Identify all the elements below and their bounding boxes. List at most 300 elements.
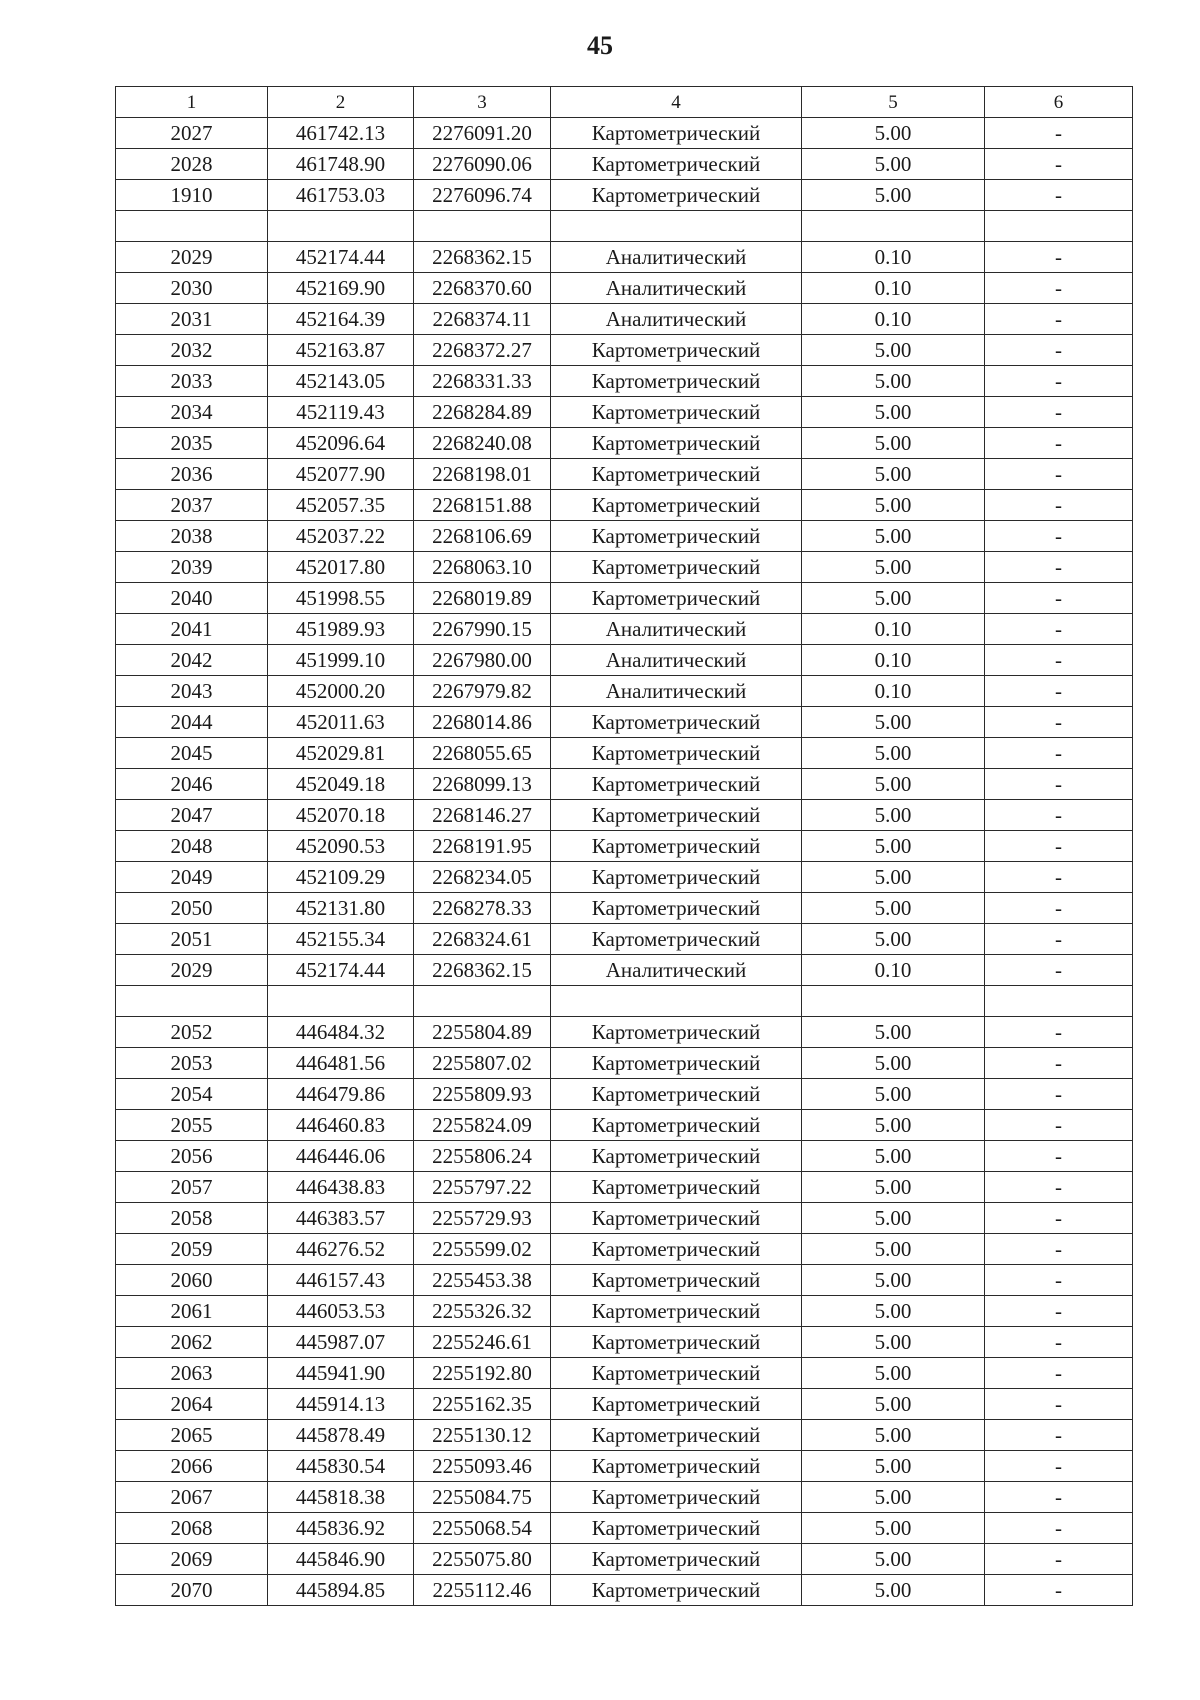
y-coordinate-cell: 2268278.33 <box>414 893 551 924</box>
y-coordinate-cell: 2255453.38 <box>414 1265 551 1296</box>
table-row <box>116 242 1133 273</box>
column-header: 1 <box>116 87 268 118</box>
x-coordinate-cell: 446479.86 <box>268 1079 414 1110</box>
method-cell: Картометрический <box>551 769 802 800</box>
x-coordinate-cell: 451998.55 <box>268 583 414 614</box>
table-row <box>116 707 1133 738</box>
y-coordinate-cell: 2268063.10 <box>414 552 551 583</box>
point-number-cell <box>116 986 268 1017</box>
method-cell: Картометрический <box>551 1327 802 1358</box>
point-number-cell: 2033 <box>116 366 268 397</box>
x-coordinate-cell: 445878.49 <box>268 1420 414 1451</box>
y-coordinate-cell: 2255075.80 <box>414 1544 551 1575</box>
y-coordinate-cell: 2268014.86 <box>414 707 551 738</box>
point-number-cell: 2047 <box>116 800 268 831</box>
y-coordinate-cell: 2255804.89 <box>414 1017 551 1048</box>
x-coordinate-cell: 452011.63 <box>268 707 414 738</box>
table-row <box>116 862 1133 893</box>
x-coordinate-cell: 445987.07 <box>268 1327 414 1358</box>
x-coordinate-cell: 452155.34 <box>268 924 414 955</box>
x-coordinate-cell: 446053.53 <box>268 1296 414 1327</box>
point-number-cell: 2039 <box>116 552 268 583</box>
x-coordinate-cell: 452174.44 <box>268 242 414 273</box>
x-coordinate-cell: 452096.64 <box>268 428 414 459</box>
x-coordinate-cell: 452017.80 <box>268 552 414 583</box>
x-coordinate-cell: 452164.39 <box>268 304 414 335</box>
method-cell: Картометрический <box>551 1575 802 1606</box>
method-cell: Картометрический <box>551 552 802 583</box>
x-coordinate-cell: 445894.85 <box>268 1575 414 1606</box>
note-cell: - <box>985 1327 1133 1358</box>
x-coordinate-cell: 452131.80 <box>268 893 414 924</box>
method-cell: Картометрический <box>551 831 802 862</box>
method-cell: Картометрический <box>551 583 802 614</box>
note-cell: - <box>985 1234 1133 1265</box>
accuracy-cell: 5.00 <box>802 1110 985 1141</box>
note-cell: - <box>985 1110 1133 1141</box>
note-cell: - <box>985 490 1133 521</box>
note-cell: - <box>985 1389 1133 1420</box>
point-number-cell: 2053 <box>116 1048 268 1079</box>
table-row <box>116 1203 1133 1234</box>
method-cell: Картометрический <box>551 1141 802 1172</box>
note-cell: - <box>985 1048 1133 1079</box>
note-cell: - <box>985 1079 1133 1110</box>
point-number-cell: 2037 <box>116 490 268 521</box>
accuracy-cell: 5.00 <box>802 521 985 552</box>
table-row <box>116 1172 1133 1203</box>
point-number-cell: 2032 <box>116 335 268 366</box>
y-coordinate-cell: 2268234.05 <box>414 862 551 893</box>
point-number-cell: 2045 <box>116 738 268 769</box>
point-number-cell: 2042 <box>116 645 268 676</box>
table-separator-row <box>116 986 1133 1017</box>
table-row <box>116 397 1133 428</box>
y-coordinate-cell: 2268331.33 <box>414 366 551 397</box>
method-cell: Картометрический <box>551 335 802 366</box>
x-coordinate-cell: 452090.53 <box>268 831 414 862</box>
column-header: 6 <box>985 87 1133 118</box>
table-row <box>116 1358 1133 1389</box>
table-row <box>116 149 1133 180</box>
x-coordinate-cell: 461753.03 <box>268 180 414 211</box>
point-number-cell: 2070 <box>116 1575 268 1606</box>
table-row <box>116 335 1133 366</box>
point-number-cell: 2062 <box>116 1327 268 1358</box>
point-number-cell: 2046 <box>116 769 268 800</box>
accuracy-cell: 5.00 <box>802 800 985 831</box>
method-cell: Картометрический <box>551 1017 802 1048</box>
table-row <box>116 614 1133 645</box>
x-coordinate-cell: 452163.87 <box>268 335 414 366</box>
method-cell: Картометрический <box>551 1296 802 1327</box>
note-cell: - <box>985 1141 1133 1172</box>
accuracy-cell: 5.00 <box>802 1544 985 1575</box>
point-number-cell: 2050 <box>116 893 268 924</box>
accuracy-cell: 5.00 <box>802 335 985 366</box>
point-number-cell: 2055 <box>116 1110 268 1141</box>
method-cell: Картометрический <box>551 366 802 397</box>
accuracy-cell: 0.10 <box>802 242 985 273</box>
x-coordinate-cell: 452169.90 <box>268 273 414 304</box>
accuracy-cell: 5.00 <box>802 149 985 180</box>
note-cell: - <box>985 459 1133 490</box>
y-coordinate-cell: 2267979.82 <box>414 676 551 707</box>
y-coordinate-cell: 2268374.11 <box>414 304 551 335</box>
method-cell: Картометрический <box>551 180 802 211</box>
y-coordinate-cell: 2268324.61 <box>414 924 551 955</box>
table-row <box>116 800 1133 831</box>
point-number-cell: 2066 <box>116 1451 268 1482</box>
point-number-cell: 2031 <box>116 304 268 335</box>
table-row <box>116 273 1133 304</box>
table-row <box>116 1451 1133 1482</box>
note-cell: - <box>985 1513 1133 1544</box>
method-cell: Картометрический <box>551 1265 802 1296</box>
accuracy-cell: 5.00 <box>802 707 985 738</box>
y-coordinate-cell: 2255130.12 <box>414 1420 551 1451</box>
method-cell: Картометрический <box>551 1203 802 1234</box>
point-number-cell: 2052 <box>116 1017 268 1048</box>
x-coordinate-cell: 446484.32 <box>268 1017 414 1048</box>
accuracy-cell: 5.00 <box>802 1172 985 1203</box>
table-separator-row <box>116 211 1133 242</box>
x-coordinate-cell: 451999.10 <box>268 645 414 676</box>
accuracy-cell: 5.00 <box>802 769 985 800</box>
table-row <box>116 924 1133 955</box>
x-coordinate-cell: 452143.05 <box>268 366 414 397</box>
y-coordinate-cell: 2255809.93 <box>414 1079 551 1110</box>
method-cell: Картометрический <box>551 862 802 893</box>
note-cell: - <box>985 924 1133 955</box>
point-number-cell: 2027 <box>116 118 268 149</box>
accuracy-cell: 5.00 <box>802 397 985 428</box>
accuracy-cell: 0.10 <box>802 304 985 335</box>
x-coordinate-cell: 445941.90 <box>268 1358 414 1389</box>
note-cell: - <box>985 645 1133 676</box>
table-row <box>116 955 1133 986</box>
method-cell: Картометрический <box>551 1513 802 1544</box>
method-cell: Картометрический <box>551 707 802 738</box>
accuracy-cell: 5.00 <box>802 1389 985 1420</box>
x-coordinate-cell: 452109.29 <box>268 862 414 893</box>
x-coordinate-cell: 446438.83 <box>268 1172 414 1203</box>
point-number-cell: 2036 <box>116 459 268 490</box>
note-cell: - <box>985 1203 1133 1234</box>
table-row <box>116 180 1133 211</box>
method-cell: Картометрический <box>551 1048 802 1079</box>
note-cell: - <box>985 335 1133 366</box>
x-coordinate-cell <box>268 211 414 242</box>
method-cell: Картометрический <box>551 738 802 769</box>
method-cell <box>551 986 802 1017</box>
point-number-cell: 2043 <box>116 676 268 707</box>
note-cell: - <box>985 180 1133 211</box>
note-cell: - <box>985 1482 1133 1513</box>
y-coordinate-cell: 2276091.20 <box>414 118 551 149</box>
x-coordinate-cell: 461748.90 <box>268 149 414 180</box>
method-cell: Картометрический <box>551 459 802 490</box>
x-coordinate-cell: 452000.20 <box>268 676 414 707</box>
accuracy-cell: 5.00 <box>802 428 985 459</box>
point-number-cell: 2051 <box>116 924 268 955</box>
table-row <box>116 676 1133 707</box>
point-number-cell: 2060 <box>116 1265 268 1296</box>
y-coordinate-cell: 2255729.93 <box>414 1203 551 1234</box>
table-row <box>116 1296 1133 1327</box>
point-number-cell: 2029 <box>116 242 268 273</box>
y-coordinate-cell: 2268240.08 <box>414 428 551 459</box>
method-cell: Картометрический <box>551 1420 802 1451</box>
accuracy-cell: 5.00 <box>802 738 985 769</box>
x-coordinate-cell: 445914.13 <box>268 1389 414 1420</box>
method-cell: Картометрический <box>551 893 802 924</box>
note-cell: - <box>985 1544 1133 1575</box>
note-cell: - <box>985 676 1133 707</box>
x-coordinate-cell: 452070.18 <box>268 800 414 831</box>
x-coordinate-cell: 452174.44 <box>268 955 414 986</box>
y-coordinate-cell: 2268284.89 <box>414 397 551 428</box>
method-cell: Аналитический <box>551 614 802 645</box>
method-cell: Аналитический <box>551 273 802 304</box>
x-coordinate-cell: 446157.43 <box>268 1265 414 1296</box>
note-cell: - <box>985 800 1133 831</box>
note-cell: - <box>985 149 1133 180</box>
accuracy-cell: 5.00 <box>802 366 985 397</box>
point-number-cell: 2061 <box>116 1296 268 1327</box>
x-coordinate-cell: 452029.81 <box>268 738 414 769</box>
x-coordinate-cell: 451989.93 <box>268 614 414 645</box>
note-cell <box>985 986 1133 1017</box>
y-coordinate-cell: 2255806.24 <box>414 1141 551 1172</box>
note-cell: - <box>985 366 1133 397</box>
y-coordinate-cell: 2268372.27 <box>414 335 551 366</box>
note-cell: - <box>985 583 1133 614</box>
note-cell: - <box>985 118 1133 149</box>
accuracy-cell: 5.00 <box>802 583 985 614</box>
y-coordinate-cell: 2268106.69 <box>414 521 551 552</box>
accuracy-cell: 5.00 <box>802 1513 985 1544</box>
accuracy-cell: 0.10 <box>802 955 985 986</box>
method-cell: Картометрический <box>551 1172 802 1203</box>
table-row <box>116 831 1133 862</box>
note-cell: - <box>985 397 1133 428</box>
accuracy-cell: 0.10 <box>802 273 985 304</box>
note-cell: - <box>985 1296 1133 1327</box>
note-cell: - <box>985 1172 1133 1203</box>
y-coordinate-cell: 2255093.46 <box>414 1451 551 1482</box>
note-cell: - <box>985 552 1133 583</box>
x-coordinate-cell: 446460.83 <box>268 1110 414 1141</box>
y-coordinate-cell: 2268198.01 <box>414 459 551 490</box>
table-row <box>116 1420 1133 1451</box>
table-row <box>116 1575 1133 1606</box>
point-number-cell: 2067 <box>116 1482 268 1513</box>
method-cell: Аналитический <box>551 955 802 986</box>
table-row <box>116 1265 1133 1296</box>
note-cell <box>985 211 1133 242</box>
table-row <box>116 1017 1133 1048</box>
accuracy-cell: 5.00 <box>802 1420 985 1451</box>
table-row <box>116 1079 1133 1110</box>
accuracy-cell: 5.00 <box>802 1079 985 1110</box>
method-cell: Аналитический <box>551 304 802 335</box>
note-cell: - <box>985 955 1133 986</box>
accuracy-cell: 0.10 <box>802 645 985 676</box>
accuracy-cell: 5.00 <box>802 1203 985 1234</box>
accuracy-cell: 5.00 <box>802 924 985 955</box>
table-row <box>116 459 1133 490</box>
y-coordinate-cell: 2276096.74 <box>414 180 551 211</box>
table-row <box>116 583 1133 614</box>
point-number-cell: 2063 <box>116 1358 268 1389</box>
point-number-cell: 2040 <box>116 583 268 614</box>
point-number-cell: 2048 <box>116 831 268 862</box>
point-number-cell: 2064 <box>116 1389 268 1420</box>
note-cell: - <box>985 242 1133 273</box>
y-coordinate-cell <box>414 986 551 1017</box>
accuracy-cell: 0.10 <box>802 614 985 645</box>
table-row <box>116 304 1133 335</box>
method-cell: Картометрический <box>551 1358 802 1389</box>
accuracy-cell: 5.00 <box>802 552 985 583</box>
note-cell: - <box>985 738 1133 769</box>
accuracy-cell: 5.00 <box>802 1482 985 1513</box>
point-number-cell: 2029 <box>116 955 268 986</box>
accuracy-cell: 5.00 <box>802 490 985 521</box>
method-cell: Картометрический <box>551 800 802 831</box>
method-cell: Картометрический <box>551 428 802 459</box>
note-cell: - <box>985 1265 1133 1296</box>
table-row <box>116 366 1133 397</box>
point-number-cell: 2044 <box>116 707 268 738</box>
note-cell: - <box>985 1575 1133 1606</box>
x-coordinate-cell: 446481.56 <box>268 1048 414 1079</box>
table-row <box>116 738 1133 769</box>
y-coordinate-cell: 2268019.89 <box>414 583 551 614</box>
y-coordinate-cell: 2267980.00 <box>414 645 551 676</box>
point-number-cell: 2038 <box>116 521 268 552</box>
accuracy-cell: 5.00 <box>802 1017 985 1048</box>
method-cell: Картометрический <box>551 1544 802 1575</box>
y-coordinate-cell: 2255797.22 <box>414 1172 551 1203</box>
accuracy-cell: 5.00 <box>802 1048 985 1079</box>
x-coordinate-cell <box>268 986 414 1017</box>
accuracy-cell: 5.00 <box>802 459 985 490</box>
x-coordinate-cell: 452049.18 <box>268 769 414 800</box>
accuracy-cell: 0.10 <box>802 676 985 707</box>
method-cell: Аналитический <box>551 645 802 676</box>
point-number-cell: 2065 <box>116 1420 268 1451</box>
method-cell: Картометрический <box>551 924 802 955</box>
method-cell: Аналитический <box>551 676 802 707</box>
table-row <box>116 645 1133 676</box>
method-cell: Картометрический <box>551 1079 802 1110</box>
x-coordinate-cell: 445830.54 <box>268 1451 414 1482</box>
y-coordinate-cell <box>414 211 551 242</box>
method-cell: Картометрический <box>551 118 802 149</box>
note-cell: - <box>985 831 1133 862</box>
accuracy-cell: 5.00 <box>802 118 985 149</box>
point-number-cell: 2068 <box>116 1513 268 1544</box>
accuracy-cell: 5.00 <box>802 1265 985 1296</box>
point-number-cell: 2056 <box>116 1141 268 1172</box>
x-coordinate-cell: 446383.57 <box>268 1203 414 1234</box>
y-coordinate-cell: 2268146.27 <box>414 800 551 831</box>
x-coordinate-cell: 452119.43 <box>268 397 414 428</box>
accuracy-cell: 5.00 <box>802 893 985 924</box>
x-coordinate-cell: 452057.35 <box>268 490 414 521</box>
y-coordinate-cell: 2255084.75 <box>414 1482 551 1513</box>
point-number-cell: 2034 <box>116 397 268 428</box>
point-number-cell: 2035 <box>116 428 268 459</box>
y-coordinate-cell: 2255824.09 <box>414 1110 551 1141</box>
y-coordinate-cell: 2255326.32 <box>414 1296 551 1327</box>
x-coordinate-cell: 445836.92 <box>268 1513 414 1544</box>
table-row <box>116 893 1133 924</box>
table-row <box>116 1327 1133 1358</box>
table-body <box>116 87 1133 1606</box>
table-row <box>116 428 1133 459</box>
y-coordinate-cell: 2255246.61 <box>414 1327 551 1358</box>
y-coordinate-cell: 2255807.02 <box>414 1048 551 1079</box>
accuracy-cell: 5.00 <box>802 1234 985 1265</box>
method-cell: Картометрический <box>551 397 802 428</box>
note-cell: - <box>985 273 1133 304</box>
y-coordinate-cell: 2268362.15 <box>414 955 551 986</box>
y-coordinate-cell: 2267990.15 <box>414 614 551 645</box>
y-coordinate-cell: 2255162.35 <box>414 1389 551 1420</box>
note-cell: - <box>985 614 1133 645</box>
column-header: 3 <box>414 87 551 118</box>
accuracy-cell: 5.00 <box>802 1296 985 1327</box>
y-coordinate-cell: 2255192.80 <box>414 1358 551 1389</box>
note-cell: - <box>985 1451 1133 1482</box>
x-coordinate-cell: 445818.38 <box>268 1482 414 1513</box>
point-number-cell: 2049 <box>116 862 268 893</box>
accuracy-cell: 5.00 <box>802 862 985 893</box>
note-cell: - <box>985 1420 1133 1451</box>
method-cell: Картометрический <box>551 1110 802 1141</box>
note-cell: - <box>985 304 1133 335</box>
table-row <box>116 118 1133 149</box>
point-number-cell: 2030 <box>116 273 268 304</box>
table-row <box>116 1110 1133 1141</box>
y-coordinate-cell: 2276090.06 <box>414 149 551 180</box>
note-cell: - <box>985 521 1133 552</box>
y-coordinate-cell: 2255112.46 <box>414 1575 551 1606</box>
note-cell: - <box>985 893 1133 924</box>
point-number-cell: 2041 <box>116 614 268 645</box>
page-number: 45 <box>587 31 613 60</box>
method-cell: Картометрический <box>551 490 802 521</box>
note-cell: - <box>985 862 1133 893</box>
point-number-cell <box>116 211 268 242</box>
accuracy-cell: 5.00 <box>802 1451 985 1482</box>
note-cell: - <box>985 428 1133 459</box>
point-number-cell: 2059 <box>116 1234 268 1265</box>
x-coordinate-cell: 452037.22 <box>268 521 414 552</box>
method-cell: Картометрический <box>551 521 802 552</box>
table-row <box>116 552 1133 583</box>
method-cell: Картометрический <box>551 149 802 180</box>
point-number-cell: 2054 <box>116 1079 268 1110</box>
method-cell: Аналитический <box>551 242 802 273</box>
table-row <box>116 769 1133 800</box>
accuracy-cell: 5.00 <box>802 831 985 862</box>
method-cell <box>551 211 802 242</box>
accuracy-cell <box>802 986 985 1017</box>
